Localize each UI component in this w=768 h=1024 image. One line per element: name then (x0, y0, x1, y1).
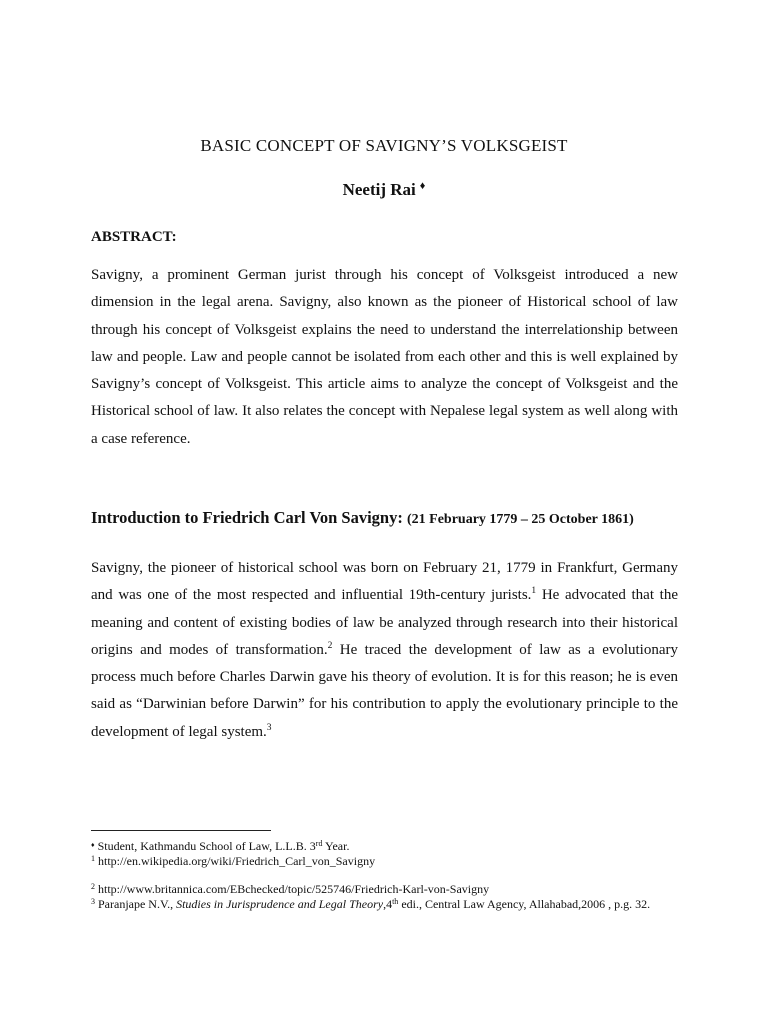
abstract-heading: ABSTRACT: (91, 229, 177, 245)
footnote-author-text-a: Student, Kathmandu School of Law, L.L.B. 3 (97, 839, 316, 853)
abstract-paragraph: Savigny, a prominent German jurist through his concept of Volksgeist introduced a new dimension in the legal arena. Savigny, also known as the pioneer of Historical school of law through his concept of Volksgeist explains the need to understand the interrelationship between law and people. Law and people cannot be isolated from each other and this is well explained by Savigny’s concept of Volksgeist. This article aims to analyze the concept of Volksgeist and the Historical school of law. It also relates the concept with Nepalese legal system as well along with a case reference. (91, 267, 678, 447)
footnote-3-text-a: Paranjape N.V., (98, 896, 177, 911)
footnote-ref-1: 1 (531, 586, 537, 597)
document-title: BASIC CONCEPT OF SAVIGNY’S VOLKSGEIST (200, 136, 568, 155)
footnote-1-link: http://en.wikipedia.org/wiki/Friedrich_Carl_von_Savigny (98, 853, 376, 868)
intro-text-part-2: He advocated that the meaning and content of existing bodies of law be analyzed through research into their historical origins and modes of transformation. (91, 587, 678, 658)
author-footnote-mark: ♦ (419, 180, 426, 192)
footnote-1-number: 1 (91, 853, 95, 863)
author-name (0, 180, 768, 200)
footnote-3-sup: th (392, 896, 399, 906)
footnote-3-text-b: ,4 (383, 896, 393, 911)
intro-text-part-1: Savigny, the pioneer of historical school was born on February 21, 1779 in Frankfurt, Germany and was one of the most respected and influential 19th-century jurists. (91, 560, 678, 604)
introduction-dates: (21 February 1779 – 25 October 1861) (406, 512, 634, 527)
footnote-author-sup: rd (315, 839, 323, 848)
footnote-3-text-c: edi., Central Law Agency, Allahabad,2006 , p.g. 32. (398, 896, 651, 911)
introduction-heading (91, 508, 634, 528)
introduction-heading-text: Introduction to Friedrich Carl Von Savigny: (91, 508, 403, 527)
footnote-2-number: 2 (91, 882, 95, 891)
footnote-author (91, 838, 678, 854)
footnote-ref-3: 3 (266, 722, 272, 733)
footnote-author-mark: ♦ (91, 841, 95, 849)
footnotes-section (91, 838, 678, 911)
footnote-2 (91, 882, 678, 897)
footnote-ref-2: 2 (327, 640, 333, 651)
footnote-1 (91, 854, 678, 869)
footnote-2-link: http://www.britannica.com/EBchecked/topic/525746/Friedrich-Karl-von-Savigny (98, 882, 490, 896)
introduction-paragraph (91, 555, 678, 746)
author-name-text: Neetij Rai (342, 180, 416, 199)
footnote-3 (91, 897, 678, 912)
intro-text-part-3: He traced the development of law as a evolutionary process much before Charles Darwin gave his theory of evolution. It is for this reason; he is even said as “Darwinian before Darwin” for his contribution to apply the evolutionary principle to the development of legal system. (91, 641, 679, 740)
footnote-divider (91, 830, 271, 831)
footnote-3-number: 3 (91, 896, 95, 906)
footnote-author-text-b: Year. (322, 839, 350, 853)
footnote-3-book-title: Studies in Jurisprudence and Legal Theory (176, 896, 384, 911)
